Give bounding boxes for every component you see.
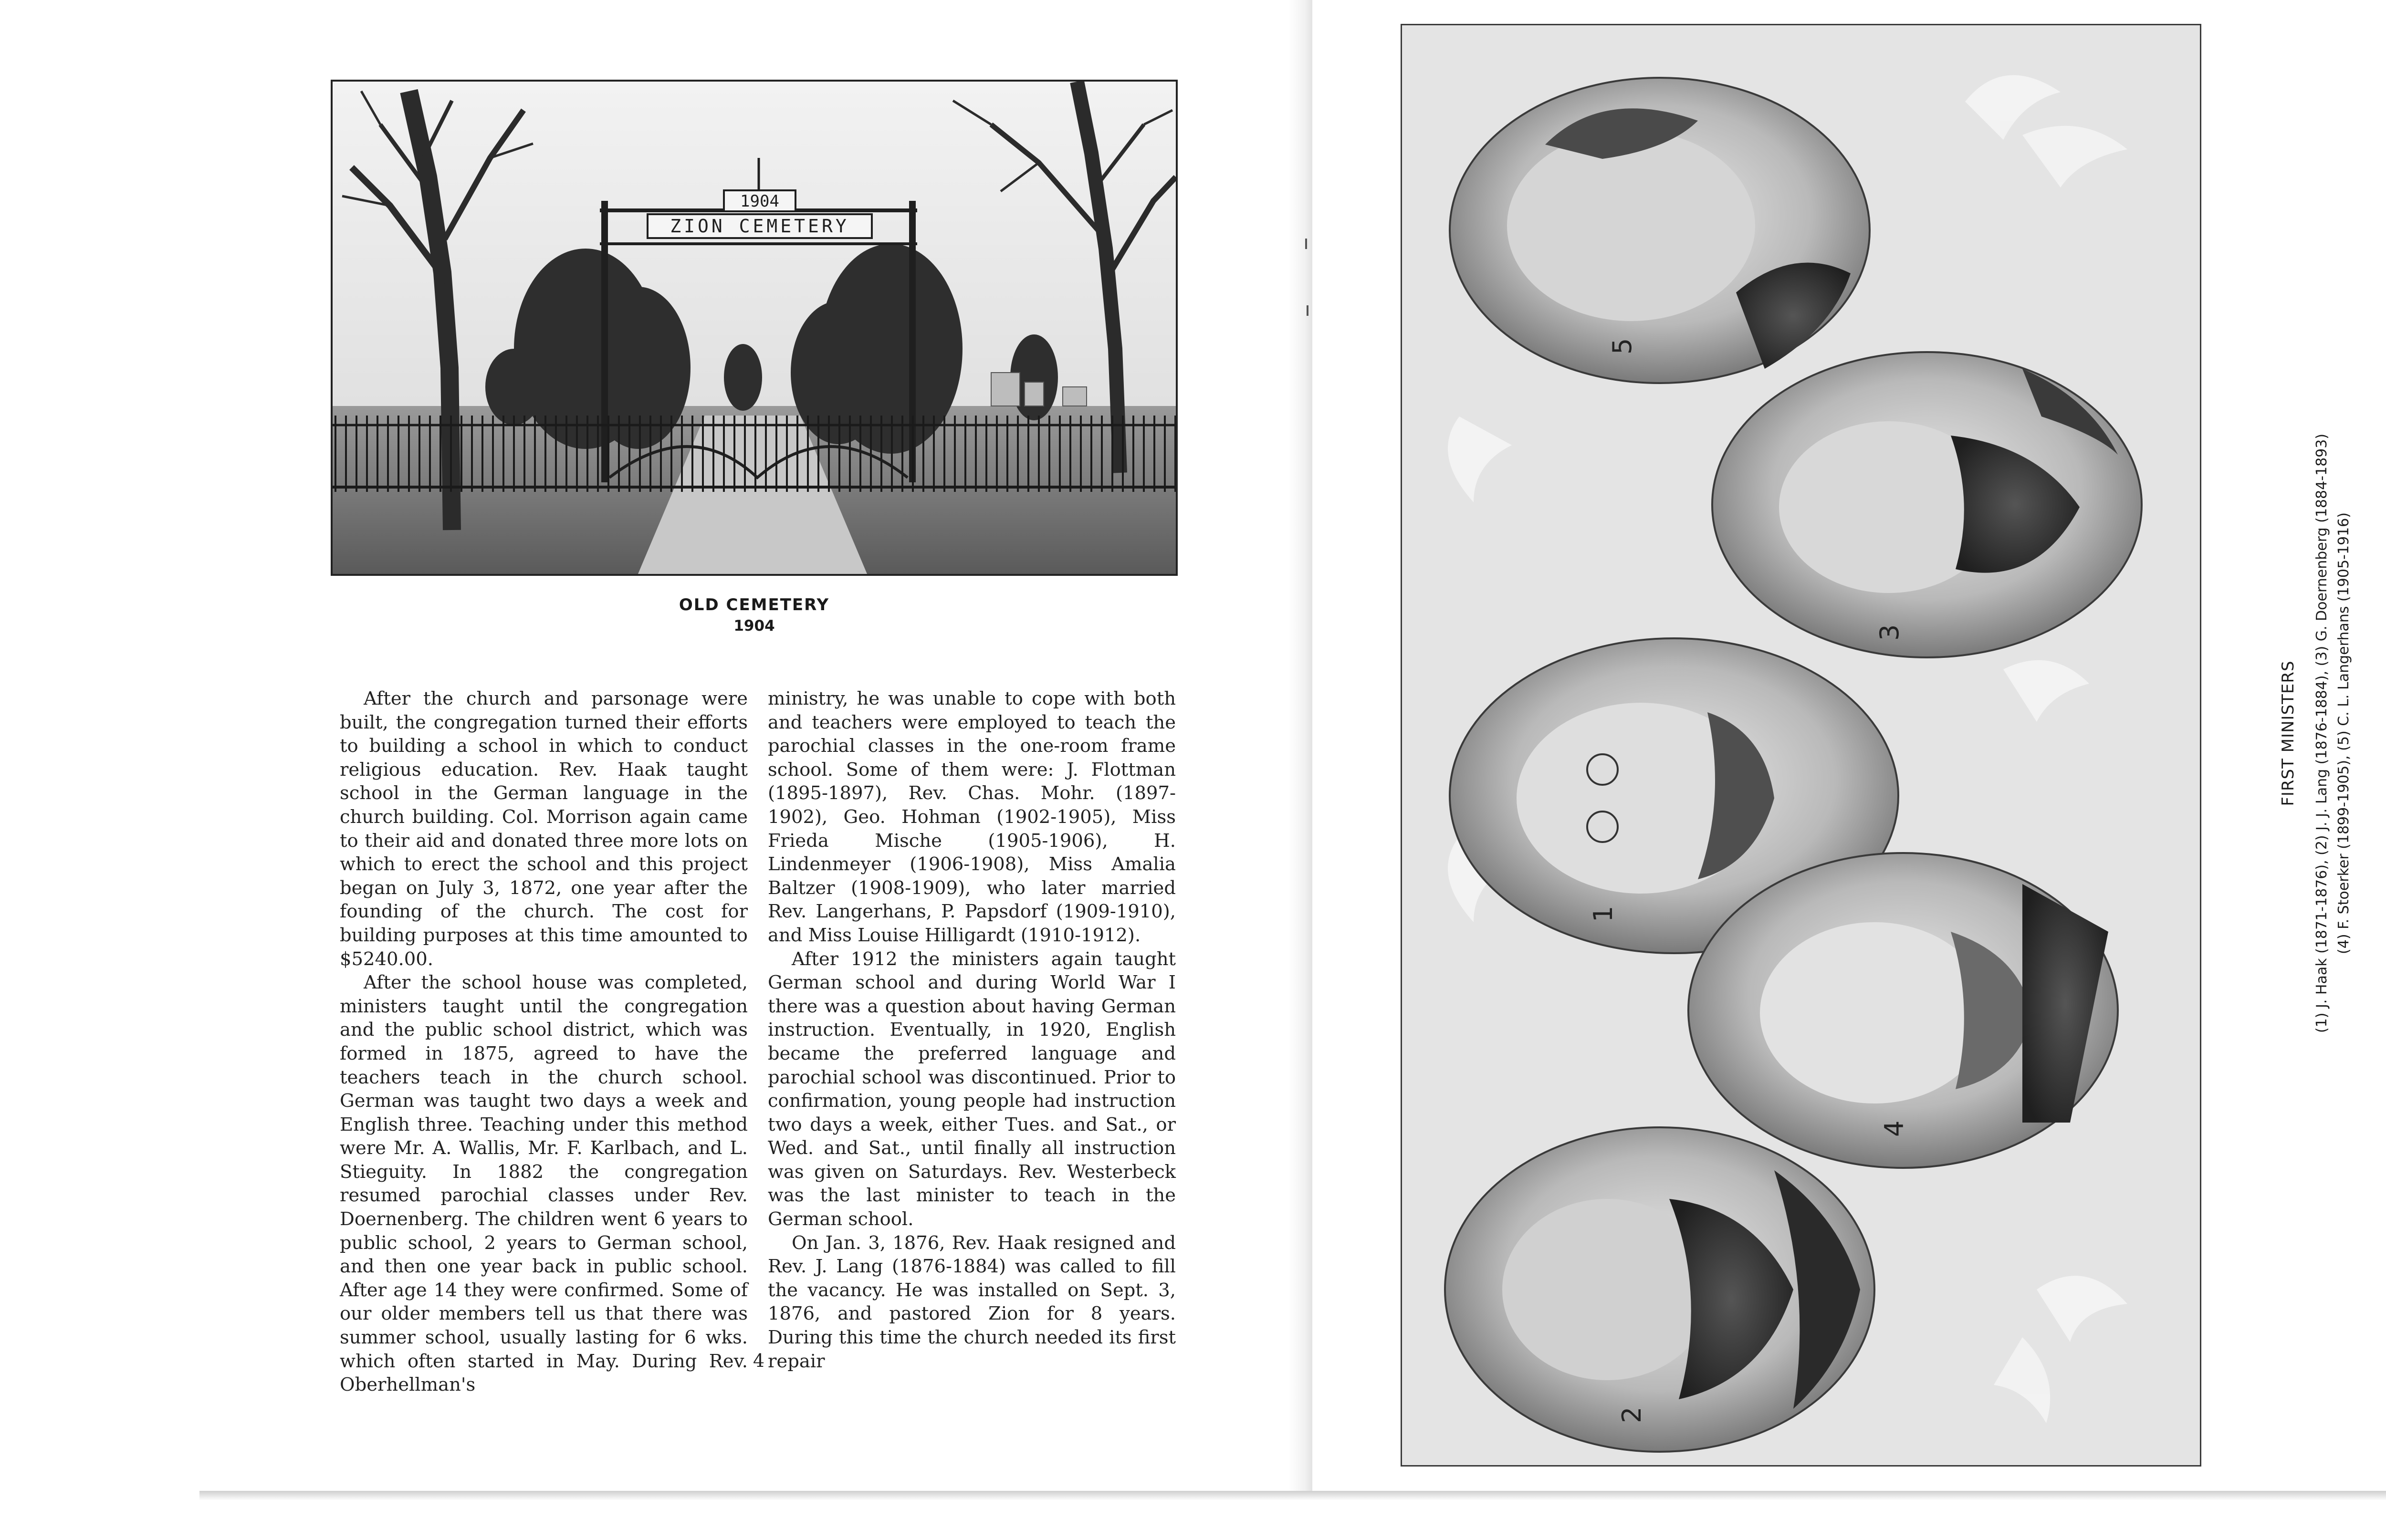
photo-caption-title: OLD CEMETERY — [679, 595, 830, 614]
paragraph: On Jan. 3, 1876, Rev. Haak resigned and Rev. J. Lang (1876-1884) was called to fill the vacancy. He was installed on Sept. 3, 1876, and pastored Zion for 8 years. During this time the church needed its first repair — [768, 1232, 1176, 1372]
portrait-5 — [1450, 78, 1870, 383]
portrait-number: 3 — [1874, 624, 1905, 641]
portrait-4 — [1688, 853, 2118, 1168]
page-edge-shadow — [199, 1491, 2386, 1500]
plate-caption-line: (4) F. Stoerker (1899-1905), (5) C. L. Langerhans (1905-1916) — [2335, 512, 2352, 954]
portrait-number: 4 — [1879, 1120, 1909, 1137]
gutter-mark — [1307, 305, 1308, 316]
gate-sign-text: ZION CEMETERY — [670, 216, 849, 237]
text-column-left — [340, 687, 748, 1397]
text-column-right — [768, 687, 1176, 1373]
portrait-number: 5 — [1607, 338, 1637, 354]
gutter-mark — [1305, 239, 1307, 249]
cemetery-photo — [331, 80, 1178, 576]
photo-caption-year: 1904 — [733, 617, 775, 635]
paragraph: ministry, he was unable to cope with both and teachers were employed to teach the parochial classes in the one-room frame school. Some of them were: J. Flottman (1895-1897), Rev. Chas. Mohr. (1897-1902), Geo. Hohman (1902-1905), Miss Frieda Mische (1905-1906), H. Lindenmeyer (1906-1908), Miss Amalia Baltzer (1908-1909), who later married Rev. Langerhans, P. Papsdorf (1909-1910), and Miss Louise Hilligardt (1910-1912). — [768, 688, 1176, 946]
portrait-number: 1 — [1588, 905, 1618, 922]
portrait-plate — [1401, 24, 2201, 1467]
page-number: 4 — [753, 1350, 765, 1371]
plate-caption-title: FIRST MINISTERS — [2279, 660, 2298, 806]
book-gutter — [1288, 0, 1312, 1491]
portrait-2 — [1445, 1127, 1874, 1452]
paragraph: After the school house was completed, ministers taught until the congregation and the public school district, which was formed in 1875, agreed to have the teachers teach in the church school. German was taught two days a week and English three. Teaching under this method were Mr. A. Wallis, Mr. F. Karlbach, and L. Stieguity. In 1882 the congregation resumed parochial classes under Rev. Doernenberg. The children went 6 years to public school, 2 years to German school, and then one year back in public school. After age 14 they were confirmed. Some of our older members tell us that there was summer school, usually lasting for 6 wks. which often started in May. During Rev. Oberhellman's — [340, 972, 748, 1396]
paragraph: After 1912 the ministers again taught German school and during World War I there was a question about having German instruction. Eventually, in 1920, English became the preferred language and parochial school was discontinued. Prior to confirmation, young people had instruction two days a week, either Tues. and Sat., or Wed. and Sat., until finally all instruction was given on Saturdays. Rev. Westerbeck was the last minister to teach in the German school. — [768, 948, 1176, 1230]
plate-caption — [2279, 399, 2355, 1067]
portrait-3 — [1712, 352, 2142, 657]
portrait-number: 2 — [1617, 1406, 1647, 1423]
gate-year-text: 1904 — [740, 192, 779, 211]
plate-caption-line: (1) J. Haak (1871-1876), (2) J. J. Lang (1876-1884), (3) G. Doernenberg (1884-1893) — [2313, 433, 2330, 1033]
paragraph: After the church and parsonage were built, the congregation turned their efforts to building a school in which to conduct religious education. Rev. Haak taught school in the German language in the church building. Col. Morrison again came to their aid and donated three more lots on which to erect the school and this project began on July 3, 1872, one year after the founding of the church. The cost for building purposes at this time amounted to $5240.00. — [340, 688, 748, 970]
